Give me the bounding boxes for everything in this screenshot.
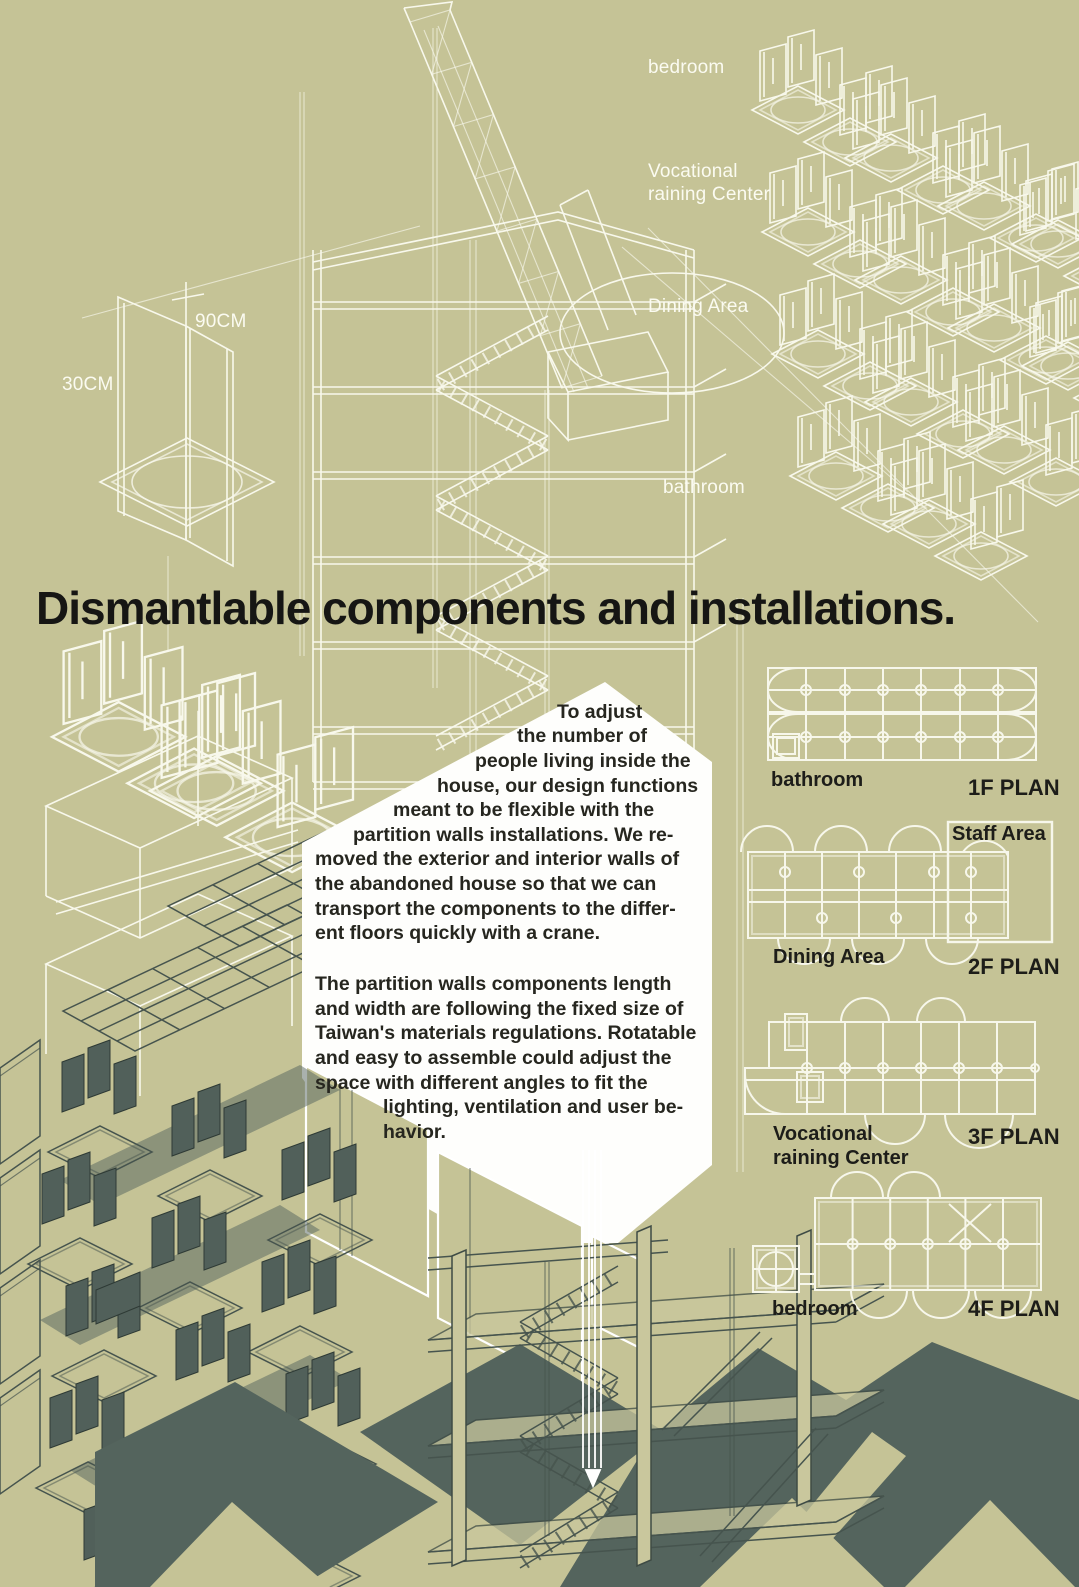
label-dining-area: Dining Area: [648, 296, 749, 317]
shadow-drawing: [95, 1342, 1079, 1587]
plan-3f-area-label-line2: raining Center: [773, 1147, 909, 1169]
plan-1f-label: 1F PLAN: [968, 775, 1060, 800]
text-block-line: ent floors quickly with a crane.: [315, 922, 600, 944]
label-dim-30cm: 30CM: [62, 374, 114, 395]
text-block-line: house, our design functions: [437, 775, 699, 797]
text-block-line: lighting, ventilation and user be-: [383, 1096, 684, 1118]
plan-2f-staff-label: Staff Area: [952, 823, 1046, 845]
text-block-line: the abandoned house so that we can: [315, 873, 657, 895]
open-frame-boxes: [46, 736, 298, 1096]
text-block-line: meant to be flexible with the: [393, 799, 655, 821]
text-block-line: havior.: [383, 1121, 446, 1143]
plan-4f-label: 4F PLAN: [968, 1296, 1060, 1321]
label-bathroom: bathroom: [663, 477, 745, 498]
text-block-line: and easy to assemble could adjust the: [315, 1047, 672, 1069]
label-dim-90cm: 90CM: [195, 311, 247, 332]
text-block-line: moved the exterior and interior walls of: [315, 848, 680, 870]
text-block-line: transport the components to the differ-: [315, 898, 676, 920]
text-block-line: Taiwan's materials regulations. Rotatable: [315, 1022, 697, 1044]
text-block-line: The partition walls components length: [315, 973, 672, 995]
plan-4f-area-label: bedroom: [772, 1298, 858, 1320]
text-block-line: To adjust: [557, 701, 643, 723]
page-title: Dismantlable components and installations.: [36, 582, 956, 634]
plan-3f-label: 3F PLAN: [968, 1124, 1060, 1149]
floor-plan-1f: [768, 668, 1036, 760]
label-bedroom: bedroom: [648, 57, 725, 78]
text-block-line: the number of: [517, 725, 647, 747]
text-block-line: partition walls installations. We re-: [353, 824, 674, 846]
label-vocational-line2: raining Center: [648, 184, 771, 205]
staircase-drawing: [436, 316, 548, 750]
text-block-line: space with different angles to fit the: [315, 1072, 648, 1094]
plan-1f-area-label: bathroom: [771, 769, 864, 791]
plan-3f-area-label-line1: Vocational: [773, 1123, 873, 1145]
partition-stack-drawing: [752, 30, 1079, 580]
text-block-line: and width are following the fixed size of: [315, 998, 684, 1020]
plan-2f-label: 2F PLAN: [968, 954, 1060, 979]
partition-detail-drawing: [100, 282, 274, 566]
text-block-line: people living inside the: [475, 750, 691, 772]
label-vocational-line1: Vocational: [648, 161, 738, 182]
plan-2f-area-label: Dining Area: [773, 946, 885, 968]
